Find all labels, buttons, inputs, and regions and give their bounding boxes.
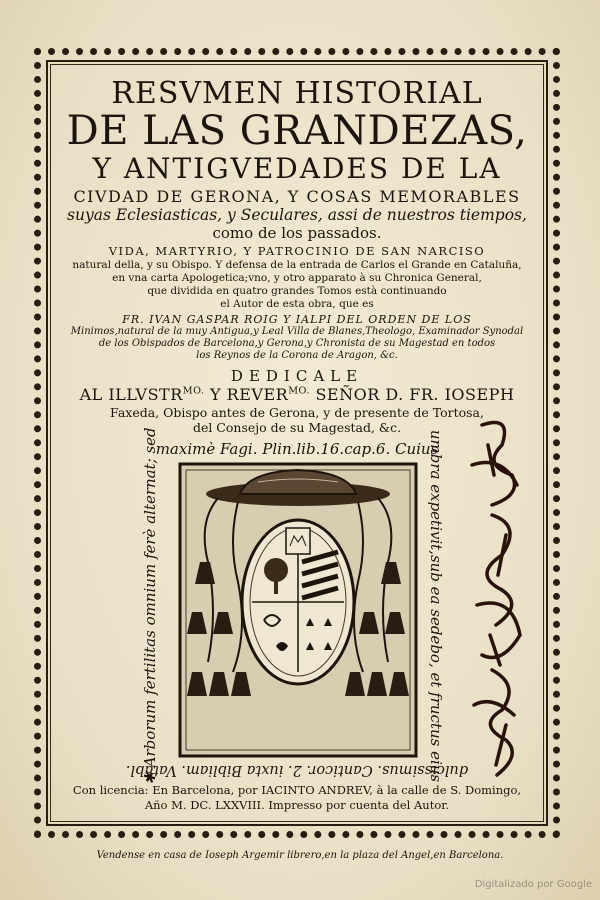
title-line-3: Y ANTIGVEDADES DE LA <box>92 152 502 185</box>
author-line-2: Minimos,natural de la muy Antigua,y Leal Villa de Blanes,Theologo, Examinador Synodal <box>70 326 524 337</box>
title-line-5: suyas Eclesiasticas, y Seculares, assi de nuestros tiempos, <box>67 206 527 224</box>
motto-right: umbra expetivit,sub ea sedebo, et fructus eius <box>427 429 445 783</box>
subject-line-3: en vna carta Apologetica;vno, y otro apparato à su Chronica General, <box>112 272 482 284</box>
author-line-4: los Reynos de la Corona de Aragon, &c. <box>196 350 398 361</box>
title-line-2: DE LAS GRANDEZAS, <box>66 108 528 154</box>
imprint-line-2: Año M. DC. LXXVIII. Impresso por cuenta del Autor. <box>144 798 450 812</box>
author-line-3: de los Obispados de Barcelona,y Gerona,y Chronista de su Magestad en todos <box>98 338 496 349</box>
bookseller-footer: Vendense en casa de Ioseph Argemir librero,en la plaza del Angel,en Barcelona. <box>96 850 504 861</box>
dedication-line-1: AL $ILLVSTR^{MO.}$ Y $REVER^{MO.}$ SEÑOR D. FR. IOSEPH <box>79 385 515 404</box>
dedication-heading: DEDICALE <box>230 367 364 385</box>
dedication-line-2: Faxeda, Obispo antes de Gerona, y de presente de Tortosa, <box>110 405 484 420</box>
title-line-6: como de los passados. <box>212 224 382 242</box>
title-line-4: CIVDAD DE GERONA, Y COSAS MEMORABLES <box>73 187 521 206</box>
author-line-1: FR. IVAN GASPAR ROIG Y IALPI DEL ORDEN DE LOS <box>122 313 472 326</box>
subject-line-2: natural della, y su Obispo. Y defensa de la entrada de Carlos el Grande en Cataluña, <box>72 259 522 271</box>
subject-line-4: que dividida en quatro grandes Tomos està continuando <box>147 285 447 297</box>
motto-bottom: dulcissimus. Canticor. 2. iuxta Bibliam. Vatabl. <box>125 762 469 778</box>
imprint-line-1: Con licencia: En Barcelona, por IACINTO ANDREV, à la calle de S. Domingo, <box>72 783 522 797</box>
dedication-line-3: del Consejo de su Magestad, &c. <box>192 420 402 435</box>
title-line-1: RESVMEN HISTORIAL <box>111 76 483 111</box>
handwritten-signature <box>462 405 530 790</box>
coat-of-arms-engraving <box>178 462 418 758</box>
motto-left: ✱ Arborum fertilitas omnium ferè alternat; sed <box>141 427 159 785</box>
motto-top: maximè Fagi. Plin.lib.16.cap.6. Cuius <box>155 440 439 458</box>
subject-line-1: VIDA, MARTYRIO, Y PATROCINIO DE SAN NARCISO <box>108 244 486 258</box>
subject-line-5: el Autor de esta obra, que es <box>220 298 374 310</box>
digitization-watermark: Digitalizado por Google <box>474 879 592 890</box>
shield-icon <box>242 520 354 684</box>
